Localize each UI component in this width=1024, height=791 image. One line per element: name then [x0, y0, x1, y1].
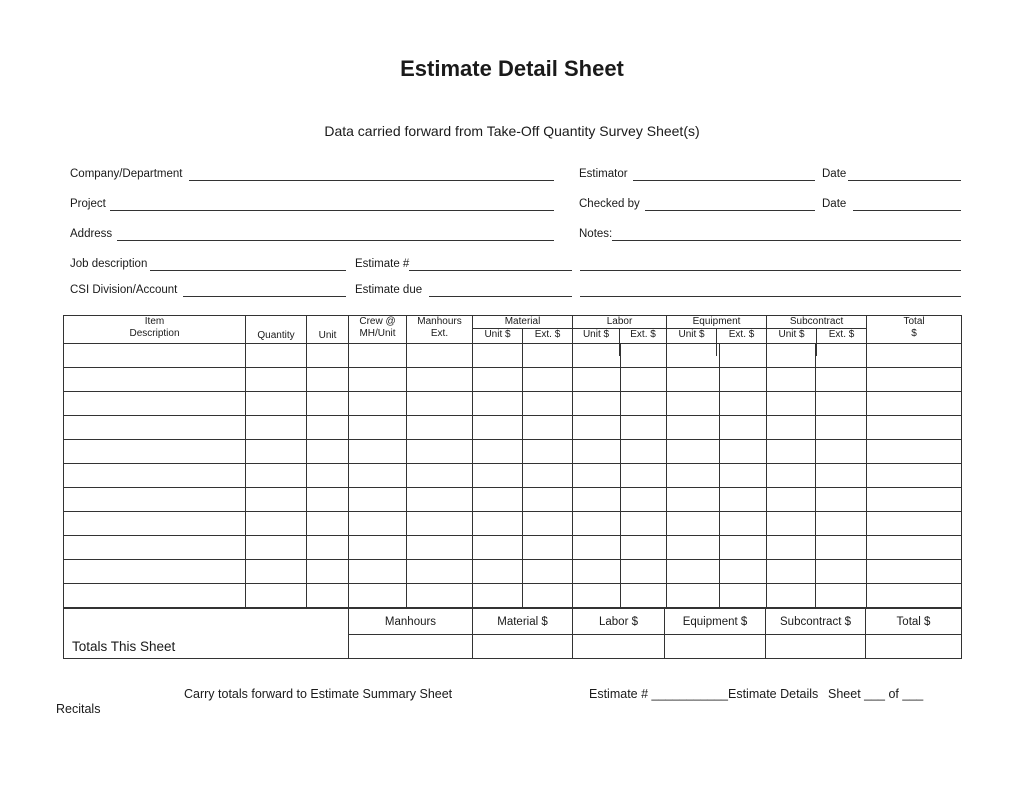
table-cell[interactable] — [407, 536, 473, 560]
table-cell[interactable] — [523, 512, 573, 536]
table-cell[interactable] — [64, 488, 246, 512]
notes-line-2[interactable] — [580, 270, 961, 271]
table-cell[interactable] — [621, 392, 667, 416]
table-cell[interactable] — [667, 416, 720, 440]
table-cell[interactable] — [573, 584, 621, 608]
table-cell[interactable] — [64, 344, 246, 368]
table-cell[interactable] — [473, 536, 523, 560]
table-cell[interactable] — [473, 512, 523, 536]
table-cell[interactable] — [667, 368, 720, 392]
table-cell[interactable] — [720, 512, 767, 536]
table-header-row — [64, 316, 962, 344]
table-cell[interactable] — [767, 440, 816, 464]
total-header-line1: Total — [903, 316, 925, 327]
company-field[interactable] — [189, 180, 554, 181]
table-cell[interactable] — [767, 560, 816, 584]
table-cell[interactable] — [349, 560, 407, 584]
table-cell[interactable] — [667, 560, 720, 584]
job-description-label: Job description — [70, 258, 148, 270]
table-cell[interactable] — [621, 440, 667, 464]
totals-material-header: Material $ — [473, 609, 573, 635]
manhours-header-line1: Manhours — [417, 316, 462, 327]
table-cell[interactable] — [523, 488, 573, 512]
table-cell[interactable] — [573, 416, 621, 440]
table-cell[interactable] — [64, 560, 246, 584]
table-cell[interactable] — [64, 416, 246, 440]
table-cell[interactable] — [667, 584, 720, 608]
table-cell[interactable] — [720, 488, 767, 512]
table-cell[interactable] — [720, 536, 767, 560]
date-label-2: Date — [822, 198, 847, 210]
material-header-text: Material — [473, 316, 572, 329]
table-cell[interactable] — [307, 440, 349, 464]
col-header-subcontract — [767, 316, 867, 344]
labor-header-text: Labor — [573, 316, 666, 329]
table-row — [64, 464, 962, 488]
table-cell[interactable] — [816, 512, 867, 536]
table-cell[interactable] — [667, 392, 720, 416]
table-cell[interactable] — [867, 440, 962, 464]
checked-by-field[interactable] — [645, 210, 815, 211]
table-cell[interactable] — [720, 440, 767, 464]
table-cell[interactable] — [64, 536, 246, 560]
col-header-labor — [573, 316, 667, 344]
col-header-equipment — [667, 316, 767, 344]
estimate-due-field[interactable] — [429, 296, 572, 297]
table-cell[interactable] — [473, 560, 523, 584]
table-cell[interactable] — [473, 584, 523, 608]
carry-forward-text: Carry totals forward to Estimate Summary Sheet — [184, 687, 453, 701]
table-cell[interactable] — [816, 416, 867, 440]
col-header-crew — [349, 316, 407, 344]
notes-field[interactable] — [612, 240, 961, 241]
table-cell[interactable] — [573, 464, 621, 488]
table-cell[interactable] — [867, 488, 962, 512]
sheet-of-text: Sheet ___ of ___ — [828, 687, 924, 701]
table-cell[interactable] — [816, 488, 867, 512]
table-cell[interactable] — [573, 488, 621, 512]
subcontract-ext-header: Ext. $ — [828, 329, 855, 340]
subcontract-header-text: Subcontract — [767, 316, 866, 329]
table-cell[interactable] — [246, 368, 307, 392]
table-cell[interactable] — [720, 560, 767, 584]
table-row — [64, 440, 962, 464]
table-cell[interactable] — [307, 512, 349, 536]
table-cell[interactable] — [349, 488, 407, 512]
table-cell[interactable] — [816, 392, 867, 416]
unit-header-text: Unit — [318, 330, 337, 341]
table-cell[interactable] — [246, 464, 307, 488]
table-cell[interactable] — [64, 464, 246, 488]
job-description-field[interactable] — [150, 270, 346, 271]
table-cell[interactable] — [667, 440, 720, 464]
table-cell[interactable] — [720, 584, 767, 608]
table-cell[interactable] — [407, 344, 473, 368]
table-cell[interactable] — [573, 368, 621, 392]
table-cell[interactable] — [307, 560, 349, 584]
table-cell[interactable] — [307, 584, 349, 608]
table-row — [64, 368, 962, 392]
table-cell[interactable] — [867, 536, 962, 560]
table-cell[interactable] — [767, 392, 816, 416]
table-cell[interactable] — [621, 512, 667, 536]
table-cell[interactable] — [816, 584, 867, 608]
table-cell[interactable] — [246, 344, 307, 368]
table-cell[interactable] — [867, 392, 962, 416]
table-cell[interactable] — [767, 536, 816, 560]
table-cell[interactable] — [720, 392, 767, 416]
table-cell[interactable] — [246, 488, 307, 512]
table-cell[interactable] — [473, 464, 523, 488]
estimator-label: Estimator — [579, 168, 628, 180]
col-header-unit — [307, 316, 349, 344]
table-cell[interactable] — [523, 368, 573, 392]
table-cell[interactable] — [307, 368, 349, 392]
table-cell[interactable] — [867, 464, 962, 488]
address-label: Address — [70, 228, 113, 240]
csi-division-field[interactable] — [183, 296, 346, 297]
table-cell[interactable] — [667, 536, 720, 560]
recitals-text: Recitals — [56, 702, 101, 716]
table-cell[interactable] — [720, 416, 767, 440]
estimator-field[interactable] — [633, 180, 815, 181]
table-cell[interactable] — [867, 584, 962, 608]
total-header-line2: $ — [911, 328, 917, 339]
table-cell[interactable] — [64, 512, 246, 536]
table-cell[interactable] — [407, 488, 473, 512]
table-cell[interactable] — [667, 512, 720, 536]
estimate-number-field[interactable] — [409, 270, 572, 271]
table-row — [64, 416, 962, 440]
table-cell[interactable] — [867, 368, 962, 392]
totals-subcontract-header: Subcontract $ — [766, 609, 866, 635]
table-cell[interactable] — [473, 368, 523, 392]
table-cell[interactable] — [573, 512, 621, 536]
table-cell[interactable] — [523, 584, 573, 608]
totals-header-row — [64, 609, 962, 635]
table-cell[interactable] — [307, 464, 349, 488]
col-header-total — [867, 316, 962, 344]
date-field-1[interactable] — [848, 180, 961, 181]
table-cell[interactable] — [349, 512, 407, 536]
table-cell[interactable] — [246, 440, 307, 464]
table-cell[interactable] — [767, 488, 816, 512]
estimate-due-label: Estimate due — [355, 284, 423, 296]
table-cell[interactable] — [523, 464, 573, 488]
col-header-item — [64, 316, 246, 344]
table-cell[interactable] — [573, 536, 621, 560]
company-label: Company/Department — [70, 168, 183, 180]
table-cell[interactable] — [621, 536, 667, 560]
table-cell[interactable] — [246, 560, 307, 584]
table-cell[interactable] — [473, 416, 523, 440]
table-cell[interactable] — [573, 560, 621, 584]
address-field[interactable] — [117, 240, 554, 241]
table-cell[interactable] — [246, 512, 307, 536]
table-cell[interactable] — [720, 368, 767, 392]
totals-material-value[interactable] — [473, 635, 573, 659]
table-cell[interactable] — [867, 344, 962, 368]
table-cell[interactable] — [473, 488, 523, 512]
table-cell[interactable] — [307, 392, 349, 416]
equipment-header-text: Equipment — [667, 316, 766, 329]
table-cell[interactable] — [621, 584, 667, 608]
table-row — [64, 536, 962, 560]
checked-by-label: Checked by — [579, 198, 640, 210]
table-row — [64, 584, 962, 608]
col-header-manhours — [407, 316, 473, 344]
table-cell[interactable] — [349, 416, 407, 440]
table-cell[interactable] — [720, 464, 767, 488]
table-cell[interactable] — [246, 584, 307, 608]
table-cell[interactable] — [816, 440, 867, 464]
table-cell[interactable] — [816, 560, 867, 584]
table-cell[interactable] — [767, 512, 816, 536]
table-cell[interactable] — [867, 416, 962, 440]
table-cell[interactable] — [407, 392, 473, 416]
totals-total-value[interactable] — [866, 635, 962, 659]
subcontract-unit-header: Unit $ — [767, 329, 817, 356]
totals-equipment-value[interactable] — [665, 635, 766, 659]
table-cell[interactable] — [246, 392, 307, 416]
table-cell[interactable] — [867, 560, 962, 584]
item-header-line2: Description — [129, 328, 180, 339]
table-cell[interactable] — [621, 416, 667, 440]
table-cell[interactable] — [246, 536, 307, 560]
table-row — [64, 560, 962, 584]
estimate-table — [63, 315, 962, 608]
table-cell[interactable] — [523, 560, 573, 584]
table-cell[interactable] — [816, 464, 867, 488]
totals-this-sheet-label: Totals This Sheet — [64, 609, 349, 659]
table-cell[interactable] — [307, 416, 349, 440]
totals-manhours-header: Manhours — [349, 609, 473, 635]
table-cell[interactable] — [621, 560, 667, 584]
equipment-ext-header: Ext. $ — [728, 329, 755, 340]
table-cell[interactable] — [621, 368, 667, 392]
crew-header-line2: MH/Unit — [359, 328, 396, 339]
table-cell[interactable] — [867, 512, 962, 536]
item-header-line1: Item — [144, 316, 165, 327]
table-cell[interactable] — [64, 392, 246, 416]
project-field[interactable] — [110, 210, 554, 211]
crew-header-line1: Crew @ — [359, 316, 396, 327]
table-cell[interactable] — [523, 536, 573, 560]
table-cell[interactable] — [473, 392, 523, 416]
col-header-material — [473, 316, 573, 344]
manhours-header-line2: Ext. — [430, 328, 449, 339]
table-cell[interactable] — [307, 344, 349, 368]
totals-labor-header: Labor $ — [573, 609, 665, 635]
totals-labor-value[interactable] — [573, 635, 665, 659]
table-cell[interactable] — [246, 416, 307, 440]
table-cell[interactable] — [816, 536, 867, 560]
totals-total-header: Total $ — [866, 609, 962, 635]
table-cell[interactable] — [573, 392, 621, 416]
table-cell[interactable] — [407, 416, 473, 440]
table-cell[interactable] — [407, 440, 473, 464]
table-cell[interactable] — [64, 584, 246, 608]
table-cell[interactable] — [64, 368, 246, 392]
notes-line-3[interactable] — [580, 296, 961, 297]
table-cell[interactable] — [621, 464, 667, 488]
labor-unit-header: Unit $ — [573, 329, 620, 356]
material-unit-header: Unit $ — [473, 329, 523, 356]
table-cell[interactable] — [621, 488, 667, 512]
table-cell[interactable] — [307, 536, 349, 560]
table-cell[interactable] — [307, 488, 349, 512]
totals-equipment-header: Equipment $ — [665, 609, 766, 635]
date-field-2[interactable] — [853, 210, 961, 211]
table-cell[interactable] — [767, 464, 816, 488]
table-cell[interactable] — [349, 344, 407, 368]
table-cell[interactable] — [523, 416, 573, 440]
table-cell[interactable] — [767, 584, 816, 608]
totals-manhours-value[interactable] — [349, 635, 473, 659]
table-cell[interactable] — [349, 584, 407, 608]
table-row — [64, 512, 962, 536]
table-cell[interactable] — [573, 440, 621, 464]
equipment-unit-header: Unit $ — [667, 329, 717, 356]
table-cell[interactable] — [407, 368, 473, 392]
table-cell[interactable] — [816, 368, 867, 392]
totals-subcontract-value[interactable] — [766, 635, 866, 659]
csi-division-label: CSI Division/Account — [70, 284, 178, 296]
estimate-number-label: Estimate # — [355, 258, 410, 270]
table-cell[interactable] — [767, 416, 816, 440]
table-cell[interactable] — [473, 440, 523, 464]
table-cell[interactable] — [523, 440, 573, 464]
table-cell[interactable] — [667, 464, 720, 488]
table-cell[interactable] — [767, 368, 816, 392]
notes-label: Notes: — [579, 228, 613, 240]
table-cell[interactable] — [349, 368, 407, 392]
table-cell[interactable] — [407, 584, 473, 608]
table-row — [64, 488, 962, 512]
table-cell[interactable] — [667, 488, 720, 512]
table-row — [64, 392, 962, 416]
table-cell[interactable] — [349, 392, 407, 416]
date-label-1: Date — [822, 168, 847, 180]
table-cell[interactable] — [407, 560, 473, 584]
col-header-quantity — [246, 316, 307, 344]
page-subtitle: Data carried forward from Take-Off Quantity Survey Sheet(s) — [324, 123, 700, 139]
table-cell[interactable] — [523, 392, 573, 416]
page-title: Estimate Detail Sheet — [400, 56, 624, 81]
table-cell[interactable] — [407, 512, 473, 536]
table-cell[interactable] — [349, 464, 407, 488]
table-cell[interactable] — [64, 440, 246, 464]
table-cell[interactable] — [407, 464, 473, 488]
labor-ext-header: Ext. $ — [630, 329, 656, 340]
totals-table — [63, 608, 962, 659]
project-label: Project — [70, 198, 106, 210]
quantity-header-text: Quantity — [257, 330, 295, 341]
material-ext-header: Ext. $ — [534, 329, 561, 340]
estimate-details-ref: Estimate # ___________Estimate Details — [589, 687, 819, 701]
table-cell[interactable] — [349, 536, 407, 560]
table-cell[interactable] — [349, 440, 407, 464]
